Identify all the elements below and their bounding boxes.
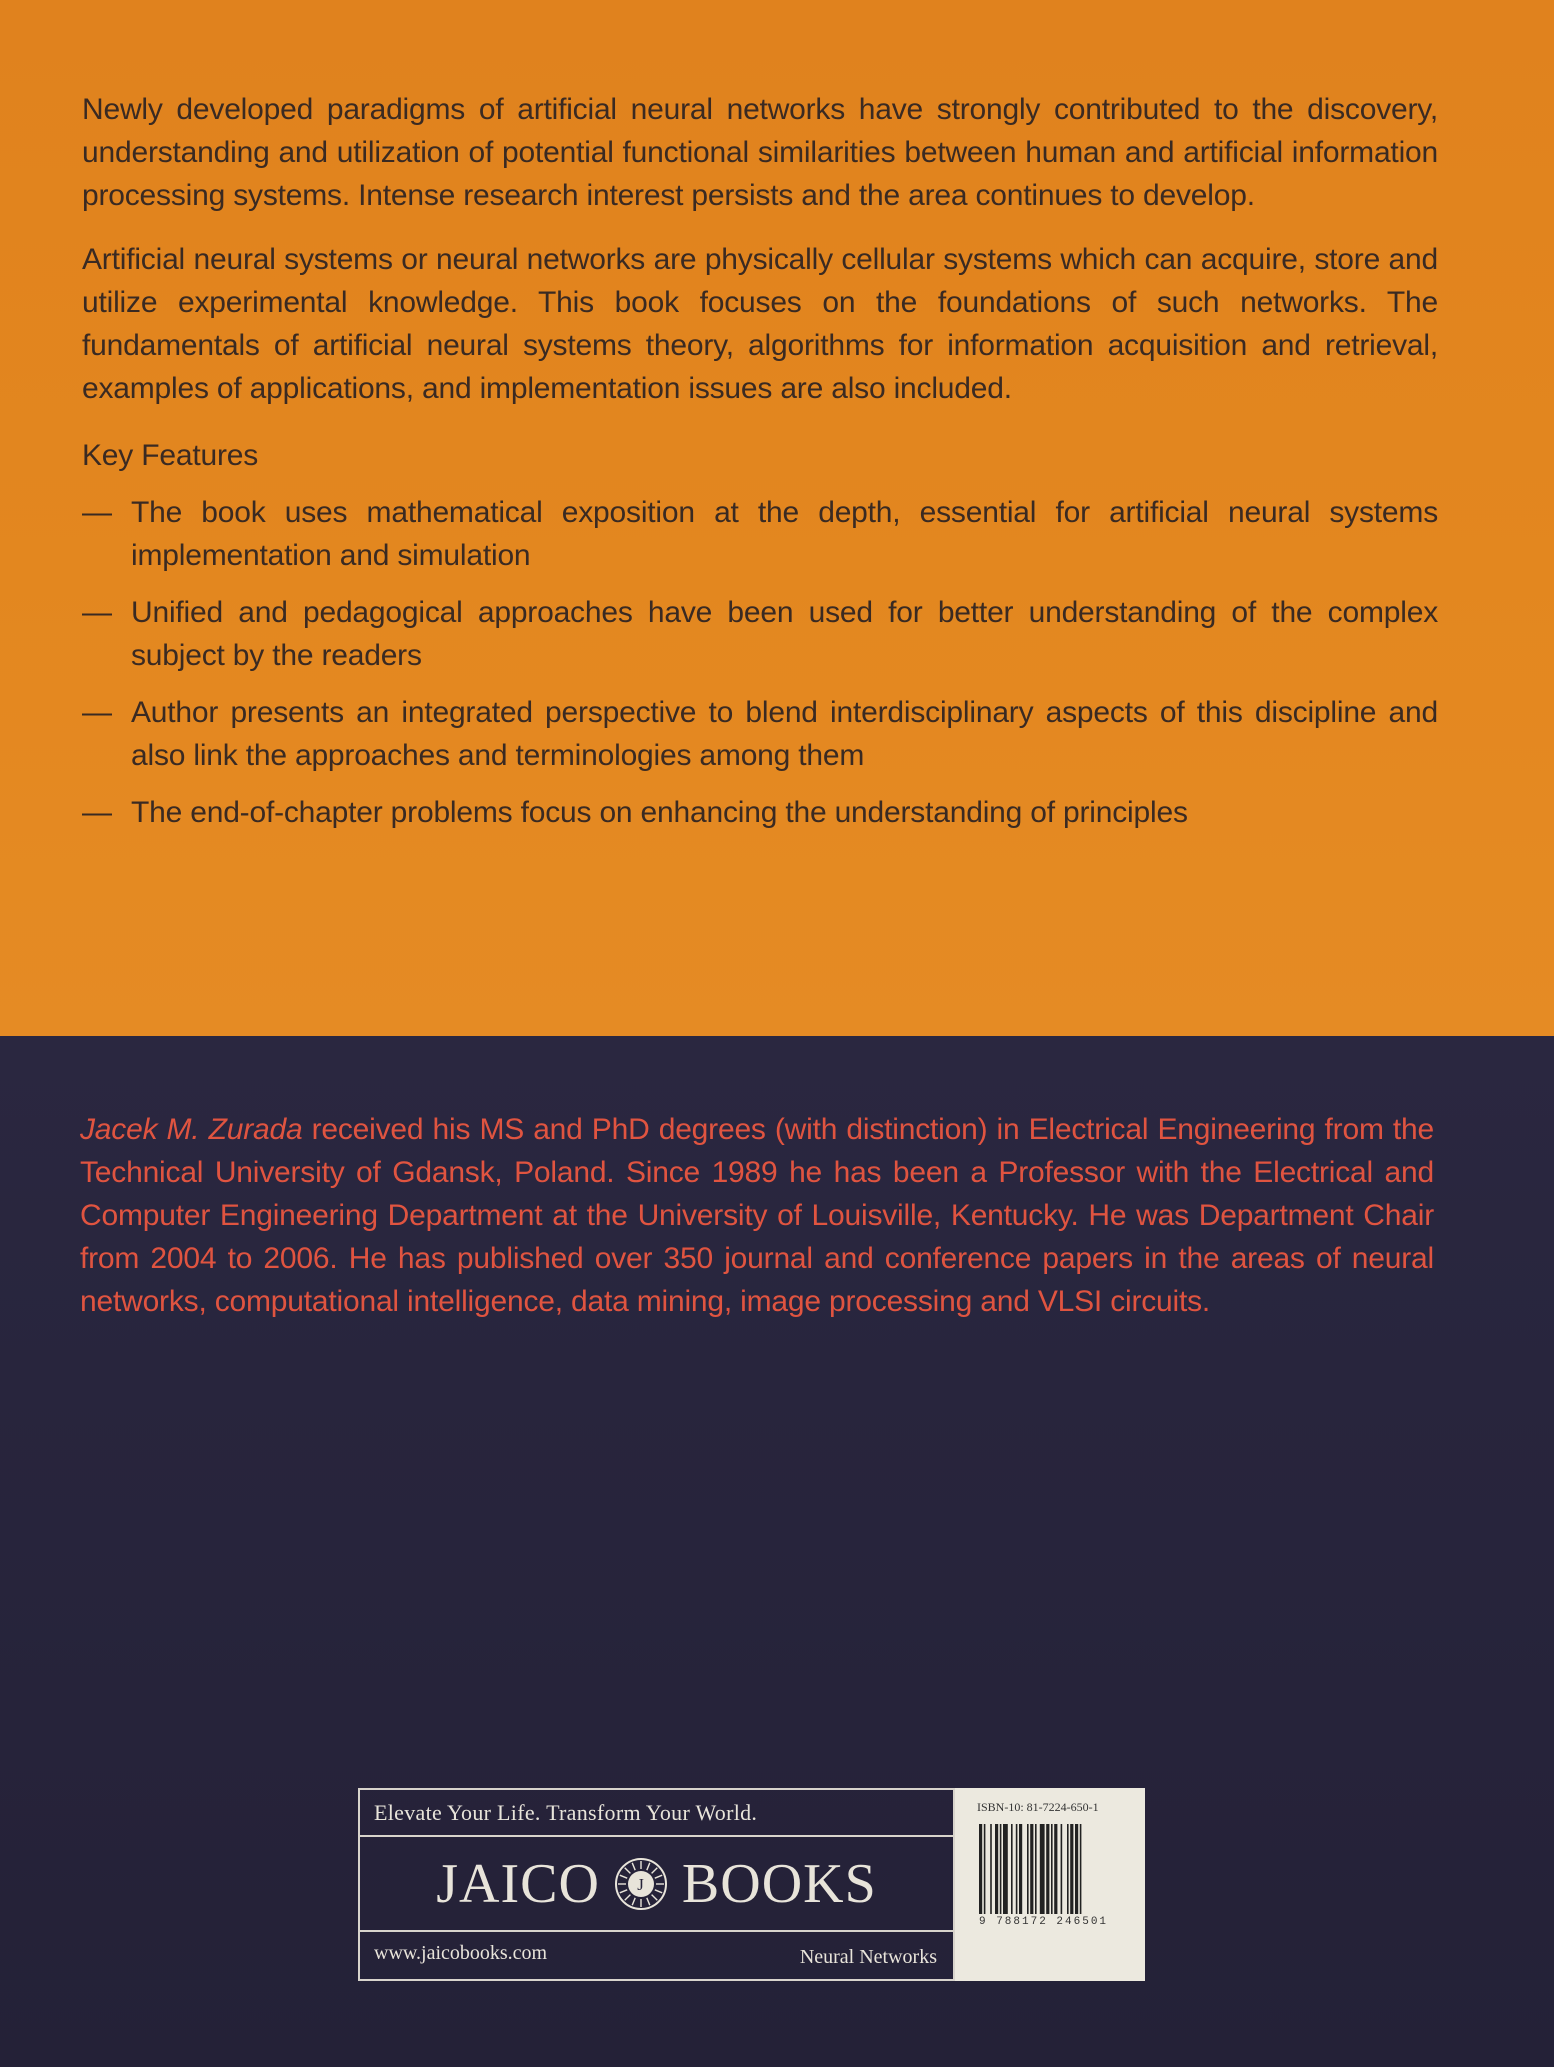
dash-bullet: — — [82, 596, 112, 629]
author-name: Jacek M. Zurada — [80, 1113, 303, 1146]
description-paragraph: Newly developed paradigms of artificial neural networks have strongly contributed to the discovery, understanding and utilization of potential functional similarities between human and artificial information processing systems. Intense research interest persists and the area continues to develop. — [82, 93, 1438, 212]
feature-text: Unified and pedagogical approaches have been used for better understanding of the complex subject by the readers — [131, 596, 1438, 672]
description-text — [82, 88, 1438, 848]
publisher-brand — [360, 1848, 953, 1920]
barcode-box — [955, 1788, 1145, 1981]
publisher-website: www.jaicobooks.com — [374, 1942, 548, 1964]
dash-bullet: — — [82, 796, 112, 829]
barcode-bar — [1080, 1824, 1082, 1914]
barcode-bar — [995, 1824, 998, 1914]
barcode-bar — [1040, 1824, 1045, 1914]
author-bio — [80, 1108, 1434, 1323]
emblem-letter: J — [637, 1875, 645, 1894]
divider — [360, 1930, 953, 1932]
feature-item — [82, 791, 1438, 834]
barcode-icon — [979, 1824, 1121, 1914]
feature-text: Author presents an integrated perspective to blend interdisciplinary aspects of this discipline and also link the approaches and terminologies among them — [131, 696, 1438, 772]
barcode-bar — [1051, 1824, 1053, 1914]
barcode-bar — [990, 1824, 992, 1914]
brand-right-text: BOOKS — [681, 1853, 877, 1915]
barcode-bar — [1075, 1824, 1078, 1914]
barcode-bar — [1016, 1824, 1018, 1914]
barcode-bar — [1070, 1824, 1073, 1914]
barcode-bar — [1046, 1824, 1049, 1914]
barcode-bar — [1054, 1824, 1057, 1914]
barcode-bar — [1011, 1824, 1013, 1914]
divider — [360, 1835, 953, 1837]
barcode-bar — [1027, 1824, 1029, 1914]
description-paragraph: Artificial neural systems or neural networks are physically cellular systems which can acquire, store and utilize experimental knowledge. This book focuses on the foundations of such networks. The fundamentals of artificial neural systems theory, algorithms for information acquisition and retrieval, examples of applications, and implementation issues are also included. — [82, 243, 1438, 405]
publisher-logo-box — [358, 1788, 955, 1981]
feature-item — [82, 491, 1438, 577]
series-name: Neural Networks — [799, 1946, 937, 1968]
jaico-emblem-icon — [614, 1857, 668, 1911]
brand-left-text: JAICO — [436, 1853, 600, 1915]
dash-bullet: — — [82, 696, 112, 729]
feature-item — [82, 591, 1438, 677]
isbn-label: ISBN-10: 81-7224-650-1 — [977, 1800, 1099, 1814]
feature-text: The book uses mathematical exposition at the depth, essential for artificial neural systems implementation and simulation — [131, 496, 1438, 572]
feature-item — [82, 691, 1438, 777]
barcode-bar — [1067, 1824, 1069, 1914]
barcode-bar — [979, 1824, 982, 1914]
barcode-bar — [1035, 1824, 1037, 1914]
barcode-bar — [984, 1824, 986, 1914]
publisher-tagline: Elevate Your Life. Transform Your World. — [374, 1800, 758, 1825]
dash-bullet: — — [82, 496, 112, 529]
barcode-bar — [1019, 1824, 1022, 1914]
feature-text: The end-of-chapter problems focus on enhancing the understanding of principles — [131, 796, 1188, 829]
barcode-bar — [1061, 1824, 1063, 1914]
barcode-bar — [1003, 1824, 1008, 1914]
author-bio-text: received his MS and PhD degrees (with distinction) in Electrical Engineering from the Technical University of Gdansk, Poland. Since 1989 he has been a Professor with the Electrical and Computer Engineering Department at the University of Louisville, Kentucky. He was Department Chair from 2004 to 2006. He has published over 350 journal and conference papers in the areas of neural networks, computational intelligence, data mining, image processing and VLSI circuits. — [80, 1113, 1434, 1318]
barcode-bar — [1030, 1824, 1033, 1914]
barcode-bar — [1000, 1824, 1002, 1914]
key-features-heading: Key Features — [82, 439, 259, 472]
barcode-digits: 9 788172 246501 — [979, 1916, 1109, 1928]
